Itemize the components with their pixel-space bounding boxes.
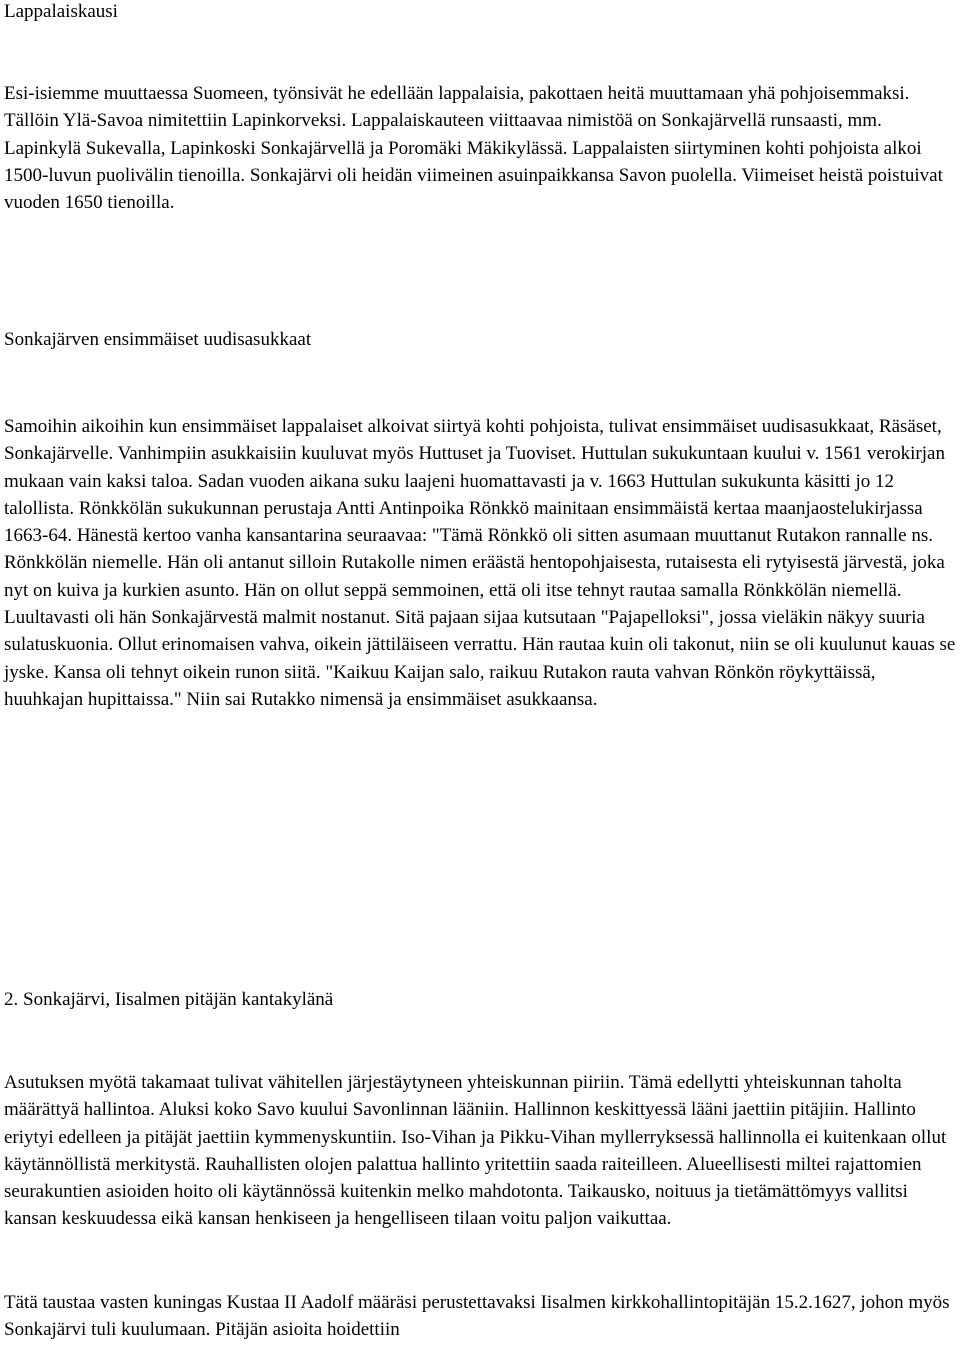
paragraph-uudisasukkaat: Samoihin aikoihin kun ensimmäiset lappalaiset alkoivat siirtyä kohti pohjoista, tulivat ensimmäiset uudisasukkaat, Räsäset, Sonkajärvelle. Vanhimpiin asukkaisiin kuuluvat myös Huttuset ja Tuoviset. Huttulan sukukuntaan kuului v. 1561 verokirjan mukaan vain kaksi taloa. Sadan vuoden aikana suku laajeni huomattavasti ja v. 1663 Huttulan sukukunta käsitti jo 12 talollista. Rönkkölän sukukunnan perustaja Antti Antinpoika Rönkkö mainitaan ensimmäistä kertaa maanjaostelukirjassa 1663-64. Hänestä kertoo vanha kansantarina seuraavaa: "Tämä Rönkkö oli sitten asumaan muuttanut Rutakon rannalle ns. Rönkkölän niemelle. Hän oli antanut silloin Rutakolle nimen eräästä hentopohjaisesta, rutaisesta eli rytyisestä järvestä, joka nyt on kuiva ja kurkien asunto. Hän on ollut seppä semmoinen, että oli itse tehnyt rautaa samalla Rönkkölän niemellä. Luultavasti oli hän Sonkajärvestä malmit nostanut. Sitä pajaan sijaa kutsutaan "Pajapelloksi", jossa vieläkin näkyy suuria sulatuskuonia. Ollut erinomaisen vahva, oikein jättiläiseen verrattu. Hän rautaa kuin oli takonut, niin se oli kuulunut kauas se jyske. Kansa oli tehnyt oikein runon siitä. "Kaikuu Kaijan salo, raikuu Rutakon rauta vahvan Rönkön röykyttäissä, huuhkajan hupittaissa." Niin sai Rutakko nimensä ja ensimmäiset asukkaansa. (4, 416, 956, 710)
paragraph-kantakyla-1: Asutuksen myötä takamaat tulivat vähitellen järjestäytyneen yhteiskunnan piiriin. Tämä edellytti yhteiskunnan taholta määrättyä hallintoa. Aluksi koko Savo kuului Savonlinnan lääniin. Hallinnon keskittyessä lääni jaettiin pitäjiin. Hallinto eriytyi edelleen ja pitäjät jaettiin kymmenyskuntiin. Iso-Vihan ja Pikku-Vihan myllerryksessä hallinnolla ei kuitenkaan ollut käytännöllistä merkitystä. Rauhallisten olojen palattua hallinto yritettiin saada raiteilleen. Alueellisesti miltei rajattomien seurakuntien asioiden hoito oli käytännössä kuitenkin melko mahdotonta. Taikausko, noituus ja tietämättömyys vallitsi kansan keskuudessa eikä kansan henkiseen ja hengelliseen tilaan voitu paljon vaikuttaa. (4, 1072, 947, 1230)
section-heading-lappalaiskausi: Lappalaiskausi (4, 1, 118, 22)
section-heading-uudisasukkaat: Sonkajärven ensimmäiset uudisasukkaat (4, 329, 312, 350)
paragraph-lappalaiskausi: Esi-isiemme muuttaessa Suomeen, työnsivät he edellään lappalaisia, pakottaen heitä muuttamaan yhä pohjoisemmaksi. Tällöin Ylä-Savoa nimitettiin Lapinkorveksi. Lappalaiskauteen viittaavaa nimistöä on Sonkajärvellä runsaasti, mm. Lapinkylä Sukevalla, Lapinkoski Sonkajärvellä ja Poromäki Mäkikylässä. Lappalaisten siirtyminen kohti pohjoista alkoi 1500-luvun puolivälin tienoilla. Sonkajärvi oli heidän viimeinen asuinpaikkansa Savon puolella. Viimeiset heistä poistuivat vuoden 1650 tienoilla. (4, 83, 943, 214)
paragraph-kantakyla-2: Tätä taustaa vasten kuningas Kustaa II Aadolf määräsi perustettavaksi Iisalmen kirkkohallintopitäjän 15.2.1627, johon myös Sonkajärvi tuli kuulumaan. Pitäjän asioita hoidettiin (4, 1292, 950, 1341)
section-heading-kantakyla: 2. Sonkajärvi, Iisalmen pitäjän kantakylänä (4, 989, 334, 1010)
